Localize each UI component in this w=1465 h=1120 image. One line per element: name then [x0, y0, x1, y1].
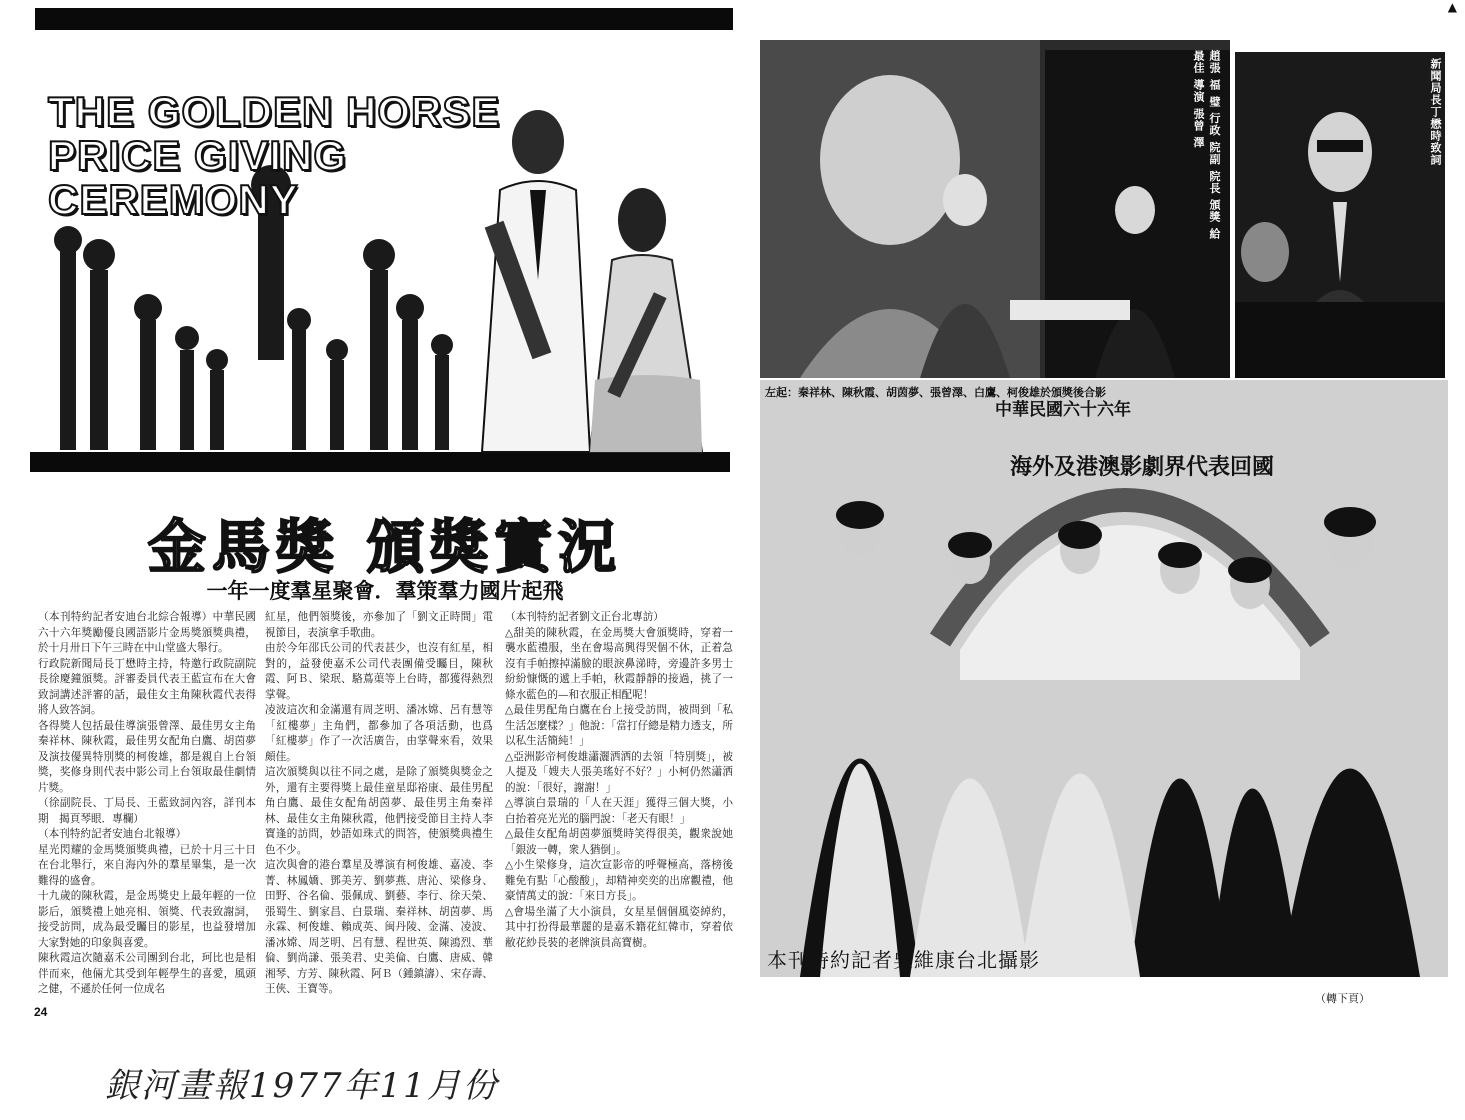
paragraph: （本刊特約記者劉文正台北專訪）	[505, 611, 664, 623]
english-title	[48, 90, 500, 222]
paragraph: 凌波這次和金滿還有周芝明、潘冰嫦、呂有慧等「紅樓夢」主角們，都參加了各項活動，也爲「紅樓夢」作了一次活廣告，由掌聲來看，效果頗佳。	[265, 704, 493, 763]
paragraph: △甜美的陳秋霞，在金馬獎大會頒獎時，穿着一襲水藍禮服，坐在會場高興得哭個不休，正着急沒有手帕擦掉滿臉的眼淚鼻涕時，旁邊許多男士紛紛慷慨的遞上手帕，秋霞靜靜的接過，挑了一條水藍色的—和衣服正相配呢！	[505, 626, 733, 701]
paragraph: △導演白景瑞的「人在天涯」獲得三個大獎，小白抬着亮光光的腦門說：「老天有眼！」	[505, 797, 733, 825]
english-title-line: PRICE GIVING	[48, 132, 348, 179]
paragraph: 紅星，他們領獎後，亦參加了「劉文正時間」電視節目，表演拿手歌曲。	[265, 611, 493, 639]
paragraph: △最佳女配角胡茵夢頒獎時笑得很美，觀衆說她「銀波一轉，衆人猶倒」。	[505, 828, 733, 856]
page-number: 24	[34, 1005, 48, 1019]
english-title-line: THE GOLDEN HORSE	[48, 88, 501, 135]
paragraph: △小生梁修身，這次宣影帝的呼聲極高，落榜後難免有點「心酸酸」，却精神奕奕的出席觀禮，他豪情萬丈的說：「來日方長」。	[505, 859, 733, 902]
paragraph: 行政院新聞局長丁懋時主持，特邀行政院副院長徐慶鐘頒獎。評審委員代表王藍宣布在大會致詞講述評審的話，最佳女主角陳秋霞代表得將人致答詞。	[38, 657, 256, 716]
paragraph: 這次與會的港台羣星及導演有柯俊雄、嘉凌、李菁、林鳳嬌、鄧美芳、劉夢燕、唐沁、梁修身、田野、谷名倫、張佩成、劉藝、李行、徐天榮、張蜀生、劉家昌、白景瑞、秦祥林、胡茵夢、馬永霖、柯俊雄、賴成英、闽丹陵、金滿、凌波、潘冰嫦、周芝明、呂有慧、程世英、陳鴻烈、華倫、劉尚謙、張美君、史美倫、白鷹、唐威、韓湘琴、方芳、陳秋霞、阿Ｂ（鍾鎮濤）、宋存壽、王俠、王寶等。	[265, 859, 493, 995]
article-column-1	[38, 610, 256, 1010]
paragraph: 各得獎人包括最佳導演張曾澤、最佳男女主角秦祥林、陳秋霞，最佳男女配角白鷹、胡茵夢及演技優異特別獎的柯俊雄，都是親自上台領獎，奖修身則代表中影公司上台領取最佳劇情片獎。	[38, 719, 256, 794]
banner-text-top: 中華民國六十六年	[995, 400, 1131, 420]
photo2-caption: 新聞局長丁懋時致詞	[1429, 58, 1442, 166]
paragraph: 由於今年邵氏公司的代表甚少，也沒有紅星，相對的，益發使嘉禾公司代表團備受矚目，陳秋霞、阿Ｂ、梁珉、駱蔦蕖等上台時，都獲得熱烈掌聲。	[265, 642, 493, 701]
paragraph: △最佳男配角白鷹在台上接受訪問，被問到「私生活怎麼樣？」他說：「當打仔總是精力透支，所以私生活簡純！」	[505, 704, 733, 747]
photo-credit: 本刊特約記者吳維康台北攝影	[767, 948, 1040, 972]
sub-title: 一年一度羣星聚會．羣策羣力國片起飛	[206, 579, 564, 603]
banner-text-bottom: 海外及港澳影劇界代表回國	[1010, 455, 1275, 480]
group-photo-caption: 左起：秦祥林、陳秋霞、胡茵夢、張曾澤、白鷹、柯俊雄於頒獎後合影	[765, 386, 1106, 399]
paragraph: 這次頒獎與以往不同之處，是除了頒獎與獎金之外，還有主要得獎上最佳童星邸裕康、最佳男配角白鷹、最佳女配角胡茵夢、最佳男主角秦祥林、最佳女主角陳秋霞，他們接受節目主持人李寶逢的訪問，妙語如珠式的問答，使頒獎典禮生色不少。	[265, 766, 493, 856]
right-page	[745, 0, 1465, 1120]
paragraph: （本刊特約記者安迪台北綜合報導）中華民國六十六年獎勵優良國語影片金馬獎頒獎典禮，於十月卅日下午三時在中山堂盛大舉行。	[38, 611, 256, 654]
handwritten-note: 銀河畫報1977年11月份	[105, 1066, 499, 1106]
paragraph: △會場坐滿了大小演員，女星星個個風姿綽約，其中打扮得最華麗的是嘉禾籍花紅韓市，穿着依敝花紗長裝的老牌演員高寶樹。	[505, 905, 733, 949]
paragraph: 十九歲的陳秋霞，是金馬獎史上最年輕的一位影后，頒獎禮上她亮相、領獎、代表致謝詞，接受訪問，成為最受矚目的影星，也益發增加大家對她的印象與喜愛。	[38, 890, 256, 949]
article-column-3	[505, 610, 733, 1005]
article-column-2	[265, 610, 493, 1000]
paragraph: 陳秋霞這次隨嘉禾公司團到台北，珂比也是相伴而來，他倆尤其受到年輕學生的喜愛，風頭之健，不遜於任何一位成名	[38, 952, 256, 995]
paragraph: （徐副院長、丁局長、王藍致詞內容，詳刊本期 揭頁琴眼．專欄）	[38, 797, 256, 825]
english-title-line: CEREMONY	[48, 176, 299, 223]
main-title: 金馬獎 頒獎實況	[147, 513, 623, 581]
paragraph: △亞洲影帝柯俊雄瀟灑洒洒的去領「特別獎」，被人提及「嫂夫人張美瑤好不好？」小柯仍然瀟洒的說：「很好，謝謝！」	[505, 750, 733, 794]
continued-note: （轉下頁）	[1315, 992, 1370, 1005]
photo1-caption: 趙張 福 璧 行政 院副 院長 頒獎 給最佳 導演 張曾 澤	[1192, 50, 1221, 240]
paragraph: 星光閃耀的金馬獎頒獎典禮，已於十月三十日在台北舉行，來自海內外的羣星畢集，是一次難得的盛會。	[38, 843, 256, 887]
corner-mark: ▲	[1447, 0, 1457, 14]
photo-speech	[1235, 52, 1445, 378]
paragraph: （本刊特約記者安迪台北報導）	[38, 828, 187, 840]
header-bar	[35, 8, 733, 30]
